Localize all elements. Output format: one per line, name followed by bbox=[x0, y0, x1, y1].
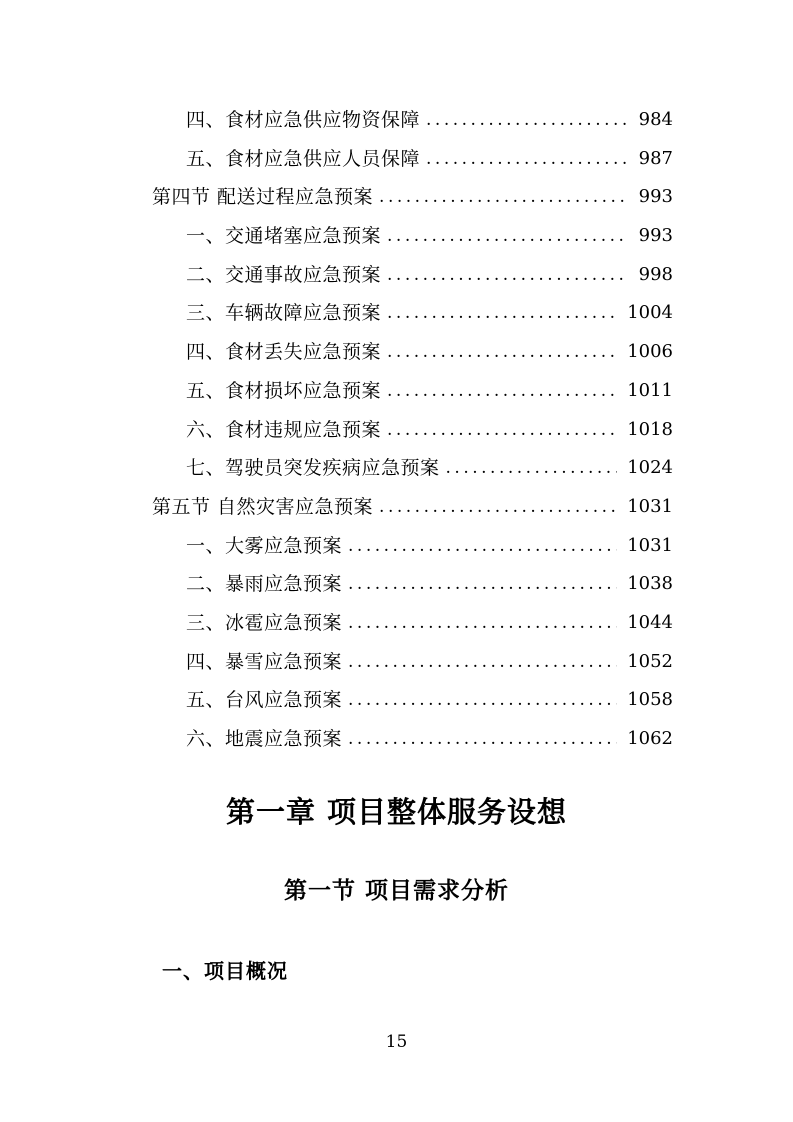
toc-dot-leader bbox=[348, 643, 617, 682]
toc-entry-label: 六、食材违规应急预案 bbox=[186, 418, 382, 441]
toc-dot-leader bbox=[348, 681, 617, 720]
toc-entry-label: 三、冰雹应急预案 bbox=[186, 611, 343, 634]
toc-entry bbox=[0, 294, 793, 333]
toc-dot-leader bbox=[426, 140, 629, 179]
toc-entry-label: 四、食材丢失应急预案 bbox=[186, 341, 382, 364]
toc-entry-label: 五、食材应急供应人员保障 bbox=[186, 147, 421, 170]
toc-entry bbox=[0, 720, 793, 759]
toc-entry bbox=[0, 565, 793, 604]
toc-entry-page: 1062 bbox=[627, 728, 673, 749]
toc-dot-leader bbox=[387, 256, 629, 295]
toc-dot-leader bbox=[426, 101, 629, 140]
toc-entry-label: 七、驾驶员突发疾病应急预案 bbox=[186, 457, 440, 480]
toc-entry-label: 第四节 配送过程应急预案 bbox=[152, 186, 374, 209]
toc-entry-page: 1004 bbox=[627, 302, 673, 324]
toc-entry-label: 二、暴雨应急预案 bbox=[186, 573, 343, 596]
toc-dot-leader bbox=[387, 372, 617, 411]
toc-entry-page: 1031 bbox=[627, 534, 673, 556]
toc-entry bbox=[0, 604, 793, 643]
toc-entry-page: 1031 bbox=[627, 495, 673, 517]
toc-entry-page: 1024 bbox=[627, 457, 673, 479]
toc-entry bbox=[0, 449, 793, 488]
toc-entry-page: 1011 bbox=[627, 379, 673, 401]
chapter-title: 第一章 项目整体服务设想 bbox=[225, 795, 568, 829]
toc-dot-leader bbox=[379, 488, 617, 527]
toc-entry-page: 993 bbox=[638, 186, 673, 208]
subsection-title: 一、项目概况 bbox=[162, 959, 288, 983]
toc-entry-label: 五、食材损坏应急预案 bbox=[186, 379, 382, 402]
toc-entry-page: 998 bbox=[638, 263, 673, 285]
toc-entry bbox=[0, 527, 793, 566]
toc-entry bbox=[0, 101, 793, 140]
toc-entry-page: 1058 bbox=[627, 689, 673, 711]
toc-entry-label: 六、地震应急预案 bbox=[186, 728, 343, 750]
toc-entry bbox=[0, 681, 793, 720]
toc-dot-leader bbox=[446, 449, 618, 488]
toc-entry-page: 984 bbox=[638, 109, 673, 130]
toc-entry-label: 四、食材应急供应物资保障 bbox=[186, 109, 421, 131]
toc-entry-label: 二、交通事故应急预案 bbox=[186, 263, 382, 286]
toc-entry-page: 1018 bbox=[627, 418, 673, 440]
toc-dot-leader bbox=[348, 604, 617, 643]
toc-entry bbox=[0, 488, 793, 527]
toc-dot-leader bbox=[348, 720, 617, 759]
toc-entry-page: 1006 bbox=[627, 341, 673, 363]
section-title: 第一节 项目需求分析 bbox=[283, 878, 509, 904]
toc-entry bbox=[0, 411, 793, 450]
toc-entry-page: 987 bbox=[638, 147, 673, 169]
toc-entry-label: 三、车辆故障应急预案 bbox=[186, 302, 382, 325]
toc-dot-leader bbox=[379, 178, 629, 217]
toc-entry bbox=[0, 217, 793, 256]
page-number: 15 bbox=[385, 1032, 408, 1052]
toc-dot-leader bbox=[387, 217, 629, 256]
toc-dot-leader bbox=[387, 411, 617, 450]
toc-entry bbox=[0, 643, 793, 682]
toc-entry bbox=[0, 372, 793, 411]
toc-dot-leader bbox=[348, 565, 617, 604]
toc-entry-page: 1044 bbox=[627, 611, 673, 633]
toc-entry-label: 第五节 自然灾害应急预案 bbox=[152, 495, 374, 518]
table-of-contents bbox=[0, 101, 793, 759]
toc-dot-leader bbox=[387, 294, 617, 333]
toc-entry-label: 一、大雾应急预案 bbox=[186, 534, 343, 557]
toc-entry-label: 五、台风应急预案 bbox=[186, 689, 343, 712]
toc-entry bbox=[0, 333, 793, 372]
toc-entry-label: 四、暴雪应急预案 bbox=[186, 650, 343, 673]
toc-entry-label: 一、交通堵塞应急预案 bbox=[186, 225, 382, 248]
toc-dot-leader bbox=[387, 333, 617, 372]
toc-entry bbox=[0, 178, 793, 217]
toc-dot-leader bbox=[348, 527, 617, 566]
toc-entry-page: 993 bbox=[638, 225, 673, 247]
toc-entry-page: 1038 bbox=[627, 573, 673, 595]
toc-entry-page: 1052 bbox=[627, 650, 673, 672]
toc-entry bbox=[0, 140, 793, 179]
toc-entry bbox=[0, 256, 793, 295]
